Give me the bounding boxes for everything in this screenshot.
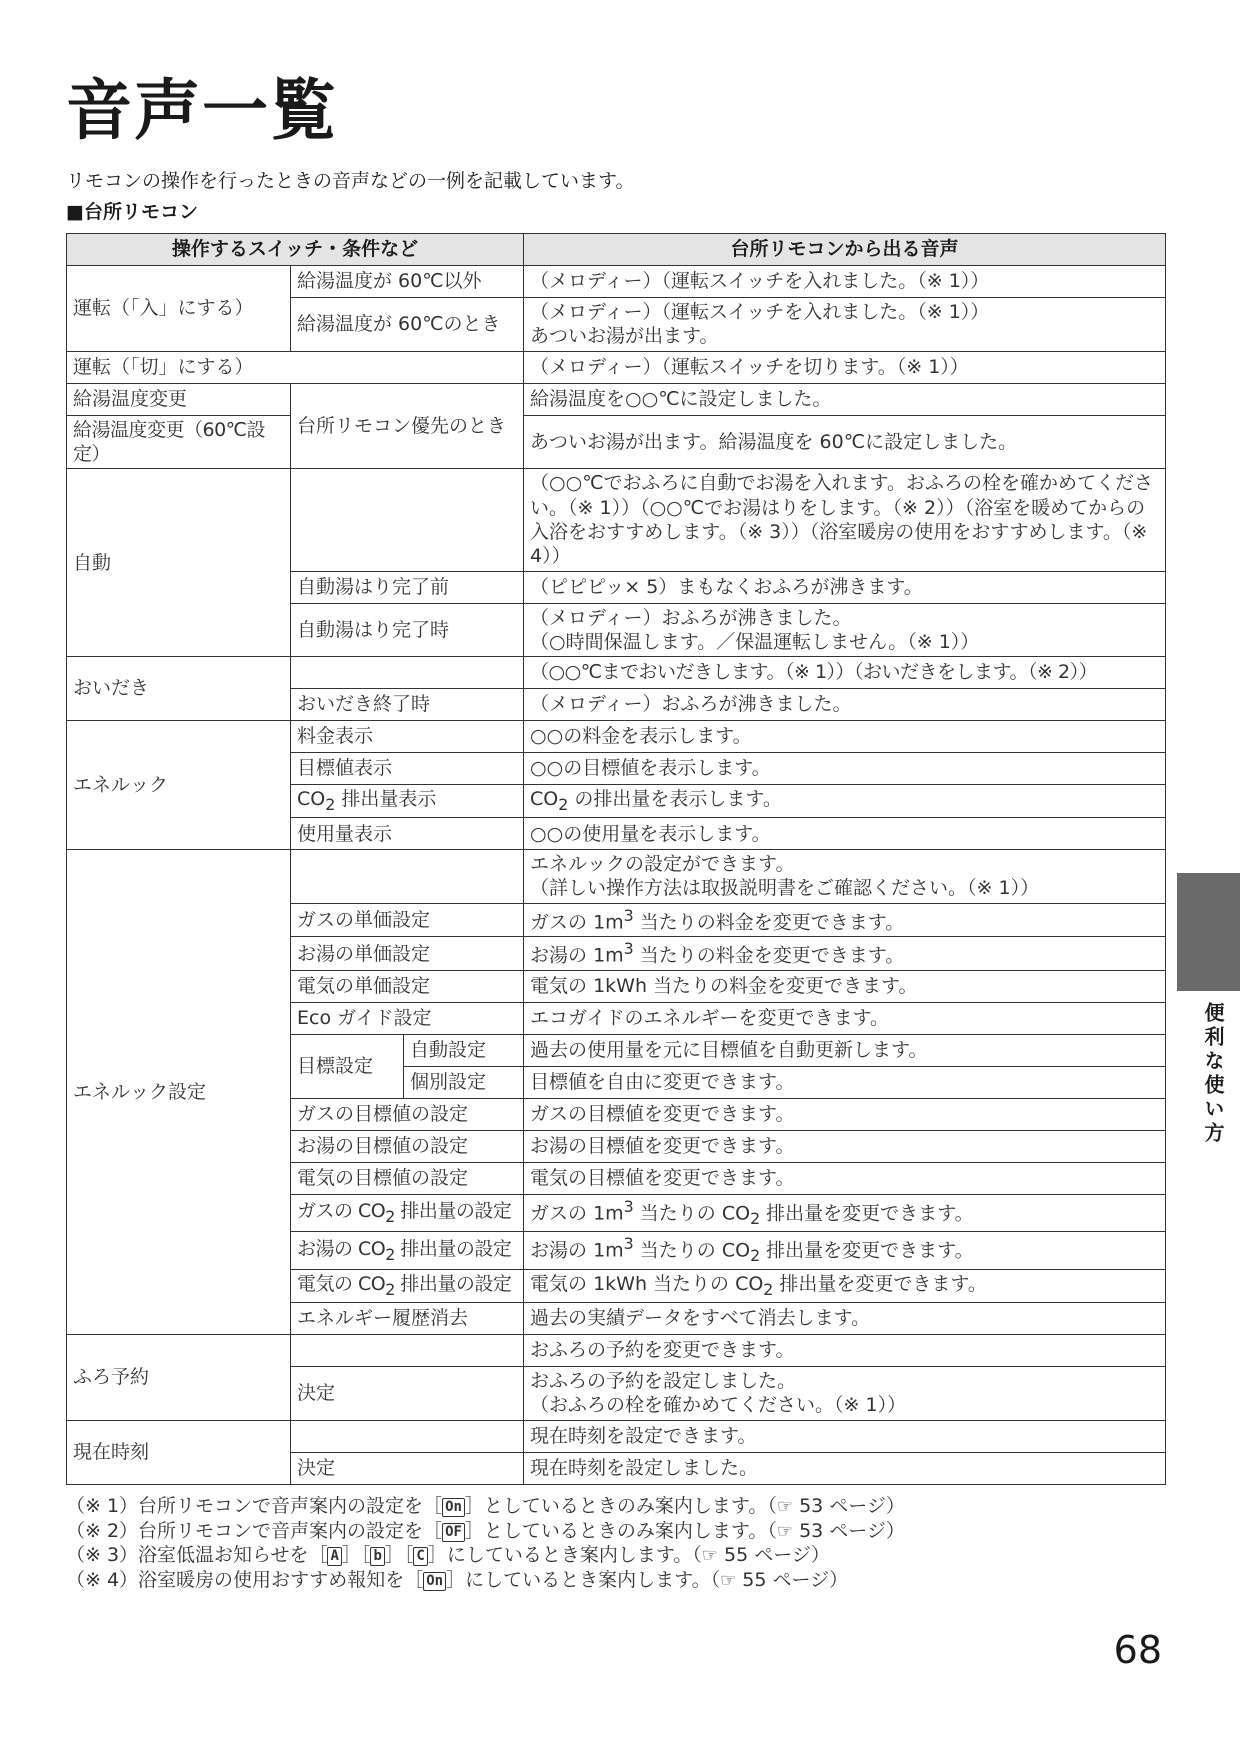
- voice-cell: エコガイドのエネルギーを変更できます。: [524, 1003, 1166, 1035]
- sub-condition-cell: 台所リモコン優先のとき: [291, 383, 524, 469]
- sub-condition-cell: 自動湯はり完了前: [291, 571, 524, 603]
- voice-cell: 電気の目標値を変更できます。: [524, 1163, 1166, 1195]
- voice-cell: ○○の目標値を表示します。: [524, 753, 1166, 785]
- sub-condition-cell: おいだき終了時: [291, 689, 524, 721]
- voice-cell: [524, 1232, 1166, 1269]
- display-code-off: OF: [442, 1523, 465, 1542]
- table-row: [67, 469, 1166, 571]
- voice-cell: （○○℃でおふろに自動でお湯を入れます。おふろの栓を確かめてください。（※ 1））（○○℃でお湯はりをします。（※ 2））（浴室を暖めてからの入浴をおすすめします。（※ 3））（浴室暖房の使用をおすすめします。（※ 4））: [524, 469, 1166, 571]
- text-part: 排出量の設定: [394, 1272, 512, 1295]
- sub-condition-cell: 給湯温度が 60℃のとき: [291, 298, 524, 352]
- voice-cell: あついお湯が出ます。給湯温度を 60℃に設定しました。: [524, 415, 1166, 469]
- text-part: 排出量を変更できます。: [773, 1272, 987, 1295]
- subscript: 2: [750, 1209, 761, 1229]
- voice-cell: ガスの目標値を変更できます。: [524, 1099, 1166, 1131]
- footnote-4: [66, 1568, 905, 1593]
- page-ref-link[interactable]: 55 ページ）: [717, 1544, 830, 1567]
- voice-cell: （メロディー）（運転スイッチを切ります。（※ 1））: [524, 351, 1166, 383]
- note-text: （※ 1）台所リモコンで音声案内の設定を［: [66, 1495, 443, 1517]
- text-part: 当たりの料金を変更できます。: [633, 944, 905, 967]
- subscript: 2: [385, 1279, 395, 1299]
- note-text: （※ 4）浴室暖房の使用おすすめ報知を［: [66, 1569, 424, 1592]
- sub-condition-cell: 電気の目標値の設定: [291, 1163, 524, 1195]
- voice-cell: おふろの予約を変更できます。: [524, 1334, 1166, 1366]
- col-header-voice: 台所リモコンから出る音声: [524, 234, 1166, 266]
- voice-cell: （○○℃までおいだきします。（※ 1））（おいだきをします。（※ 2））: [524, 657, 1166, 689]
- sub-condition-cell: [291, 1232, 524, 1269]
- condition-cell: 自動: [67, 469, 291, 657]
- sub-condition-cell: 目標値表示: [291, 753, 524, 785]
- subscript: 2: [325, 794, 336, 814]
- table-header-row: [67, 234, 1166, 266]
- sub-condition-cell: [291, 1195, 524, 1232]
- voice-cell: [524, 785, 1166, 818]
- voice-cell: 現在時刻を設定できます。: [524, 1420, 1166, 1452]
- intro-text: リモコンの操作を行ったときの音声などの一例を記載しています。: [66, 170, 635, 192]
- note-text: （※ 3）浴室低温お知らせを［: [66, 1544, 328, 1567]
- table-row: [67, 383, 1166, 415]
- sub-condition-cell: [291, 1420, 524, 1452]
- note-text: ］［: [341, 1544, 371, 1567]
- voice-cell: 電気の 1kWh 当たりの料金を変更できます。: [524, 971, 1166, 1003]
- pointing-hand-icon: ☞: [776, 1496, 794, 1517]
- subscript: 2: [750, 1246, 761, 1266]
- condition-cell: ふろ予約: [67, 1334, 291, 1420]
- sub-condition-cell: 料金表示: [291, 721, 524, 753]
- text-part: 排出量表示: [335, 788, 437, 811]
- voice-cell: ○○の使用量を表示します。: [524, 818, 1166, 850]
- subscript: 2: [763, 1279, 774, 1299]
- sub-condition-cell: Eco ガイド設定: [291, 1003, 524, 1035]
- voice-line: （詳しい操作方法は取扱説明書をご確認ください。（※ 1））: [530, 877, 1040, 900]
- voice-cell: 目標値を自由に変更できます。: [524, 1067, 1166, 1099]
- text-part: お湯の 1m: [530, 1239, 624, 1262]
- condition-cell: エネルック: [67, 721, 291, 850]
- voice-cell: [524, 903, 1166, 937]
- text-part: ガスの 1m: [530, 911, 624, 934]
- table-row: [67, 351, 1166, 383]
- sub-condition-cell: お湯の目標値の設定: [291, 1131, 524, 1163]
- text-part: CO: [297, 788, 326, 811]
- voice-list-table: [66, 233, 1166, 1485]
- sub-condition-cell: 使用量表示: [291, 818, 524, 850]
- footnotes: [66, 1494, 905, 1593]
- note-text: （※ 2）台所リモコンで音声案内の設定を［: [66, 1519, 443, 1542]
- voice-line: （メロディー）（運転スイッチを入れました。（※ 1））: [530, 301, 990, 323]
- display-code-b: b: [370, 1547, 384, 1566]
- superscript: 3: [623, 1234, 634, 1254]
- note-text: ］としているときのみ案内します。（: [464, 1495, 777, 1517]
- sub-condition-cell: ガスの目標値の設定: [291, 1099, 524, 1131]
- voice-cell: （ピピピッ× 5）まもなくおふろが沸きます。: [524, 571, 1166, 603]
- text-part: 電気の CO: [297, 1272, 386, 1295]
- sub-condition-cell: お湯の単価設定: [291, 937, 524, 971]
- superscript: 3: [623, 905, 634, 925]
- col-header-conditions: 操作するスイッチ・条件など: [67, 234, 524, 266]
- chapter-tab: [1177, 873, 1240, 991]
- voice-line: エネルックの設定ができます。: [530, 853, 795, 876]
- sub-condition-cell: [291, 657, 524, 689]
- subscript: 2: [558, 794, 569, 814]
- voice-line: （メロディー）おふろが沸きました。: [530, 606, 852, 629]
- pointing-hand-icon: ☞: [701, 1545, 718, 1567]
- footnote-1: [66, 1494, 905, 1519]
- voice-cell: 現在時刻を設定しました。: [524, 1452, 1166, 1484]
- section-heading: ■台所リモコン: [66, 201, 198, 223]
- sub-condition-cell: [291, 850, 524, 904]
- pointing-hand-icon: ☞: [720, 1570, 737, 1592]
- sub-condition-cell: 決定: [291, 1452, 524, 1484]
- page-ref-link[interactable]: 53 ページ）: [793, 1495, 905, 1517]
- voice-cell: [524, 298, 1166, 352]
- table-row: [67, 657, 1166, 689]
- sub-condition-cell: 電気の単価設定: [291, 971, 524, 1003]
- text-part: 排出量を変更できます。: [760, 1202, 974, 1225]
- voice-line: （おふろの栓を確かめてください。（※ 1））: [530, 1394, 907, 1417]
- table-row: [67, 850, 1166, 904]
- text-part: お湯の 1m: [530, 944, 624, 967]
- voice-cell: お湯の目標値を変更できます。: [524, 1131, 1166, 1163]
- condition-cell: 給湯温度変更: [67, 383, 291, 415]
- text-part: 当たりの料金を変更できます。: [633, 911, 905, 934]
- sub-condition-cell: [291, 1334, 524, 1366]
- text-part: 排出量の設定: [394, 1237, 512, 1260]
- table-row: [67, 1334, 1166, 1366]
- page-title: 音声一覧: [66, 72, 338, 149]
- sub-condition-cell: エネルギー履歴消去: [291, 1302, 524, 1334]
- voice-cell: 過去の実績データをすべて消去します。: [524, 1302, 1166, 1334]
- table-row: [67, 1420, 1166, 1452]
- condition-cell: エネルック設定: [67, 850, 291, 1335]
- display-code-on: On: [442, 1498, 465, 1517]
- sub-sub-condition-cell: 個別設定: [404, 1067, 524, 1099]
- voice-cell: [524, 1269, 1166, 1302]
- voice-cell: 過去の使用量を元に目標値を自動更新します。: [524, 1035, 1166, 1067]
- text-part: 排出量を変更できます。: [760, 1239, 974, 1262]
- display-code-on: On: [423, 1572, 446, 1591]
- text-part: CO: [530, 788, 559, 811]
- display-code-a: A: [327, 1547, 341, 1566]
- sub-condition-cell: 目標設定: [291, 1035, 404, 1099]
- voice-cell: ○○の料金を表示します。: [524, 721, 1166, 753]
- text-part: 電気の 1kWh 当たりの CO: [530, 1272, 764, 1295]
- voice-line: おふろの予約を設定しました。: [530, 1369, 797, 1392]
- text-part: ガスの CO: [297, 1200, 386, 1223]
- text-part: 当たりの CO: [633, 1202, 751, 1225]
- subscript: 2: [385, 1207, 395, 1227]
- superscript: 3: [623, 1197, 634, 1217]
- sub-condition-cell: [291, 785, 524, 818]
- page-ref-link[interactable]: 55 ページ）: [736, 1569, 849, 1592]
- sub-condition-cell: [291, 1269, 524, 1302]
- sub-condition-cell: ガスの単価設定: [291, 903, 524, 937]
- pointing-hand-icon: ☞: [776, 1520, 794, 1542]
- voice-cell: （メロディー）（運転スイッチを入れました。（※ 1））: [524, 266, 1166, 298]
- sub-sub-condition-cell: 自動設定: [404, 1035, 524, 1067]
- page-number: 68: [1113, 1628, 1162, 1672]
- voice-cell: [524, 937, 1166, 971]
- table-row: [67, 415, 1166, 469]
- voice-line: あついお湯が出ます。: [530, 325, 719, 348]
- sub-condition-cell: [291, 469, 524, 571]
- voice-cell: [524, 1195, 1166, 1232]
- voice-cell: （メロディー）おふろが沸きました。: [524, 689, 1166, 721]
- page-ref-link[interactable]: 53 ページ）: [793, 1519, 905, 1542]
- voice-cell: 給湯温度を○○℃に設定しました。: [524, 383, 1166, 415]
- chapter-label: 便利な使い方: [1201, 1002, 1225, 1146]
- condition-cell: 運転（「切」にする）: [67, 351, 524, 383]
- voice-cell: [524, 850, 1166, 904]
- voice-cell: [524, 1366, 1166, 1420]
- text-part: お湯の CO: [297, 1237, 386, 1260]
- footnote-3: [66, 1543, 905, 1568]
- table-row: [67, 266, 1166, 298]
- note-text: ］［: [384, 1544, 414, 1567]
- display-code-c: C: [413, 1547, 427, 1566]
- subscript: 2: [385, 1244, 395, 1264]
- table-row: [67, 721, 1166, 753]
- note-text: ］にしているとき案内します。（: [427, 1544, 702, 1567]
- voice-line: （○時間保温します。／保温運転しません。（※ 1））: [530, 630, 980, 653]
- condition-cell: おいだき: [67, 657, 291, 721]
- voice-cell: [524, 603, 1166, 657]
- footnote-2: [66, 1519, 905, 1544]
- condition-cell: 現在時刻: [67, 1420, 291, 1484]
- sub-condition-cell: 自動湯はり完了時: [291, 603, 524, 657]
- text-part: 排出量の設定: [394, 1200, 512, 1223]
- condition-cell: 運転（「入」にする）: [67, 266, 291, 352]
- text-part: ガスの 1m: [530, 1202, 624, 1225]
- text-part: 当たりの CO: [633, 1239, 751, 1262]
- superscript: 3: [623, 939, 634, 959]
- note-text: ］としているときのみ案内します。（: [464, 1519, 777, 1542]
- note-text: ］にしているとき案内します。（: [446, 1569, 721, 1592]
- sub-condition-cell: 給湯温度が 60℃以外: [291, 266, 524, 298]
- condition-cell: 給湯温度変更（60℃設定）: [67, 415, 291, 469]
- text-part: の排出量を表示します。: [568, 788, 782, 811]
- sub-condition-cell: 決定: [291, 1366, 524, 1420]
